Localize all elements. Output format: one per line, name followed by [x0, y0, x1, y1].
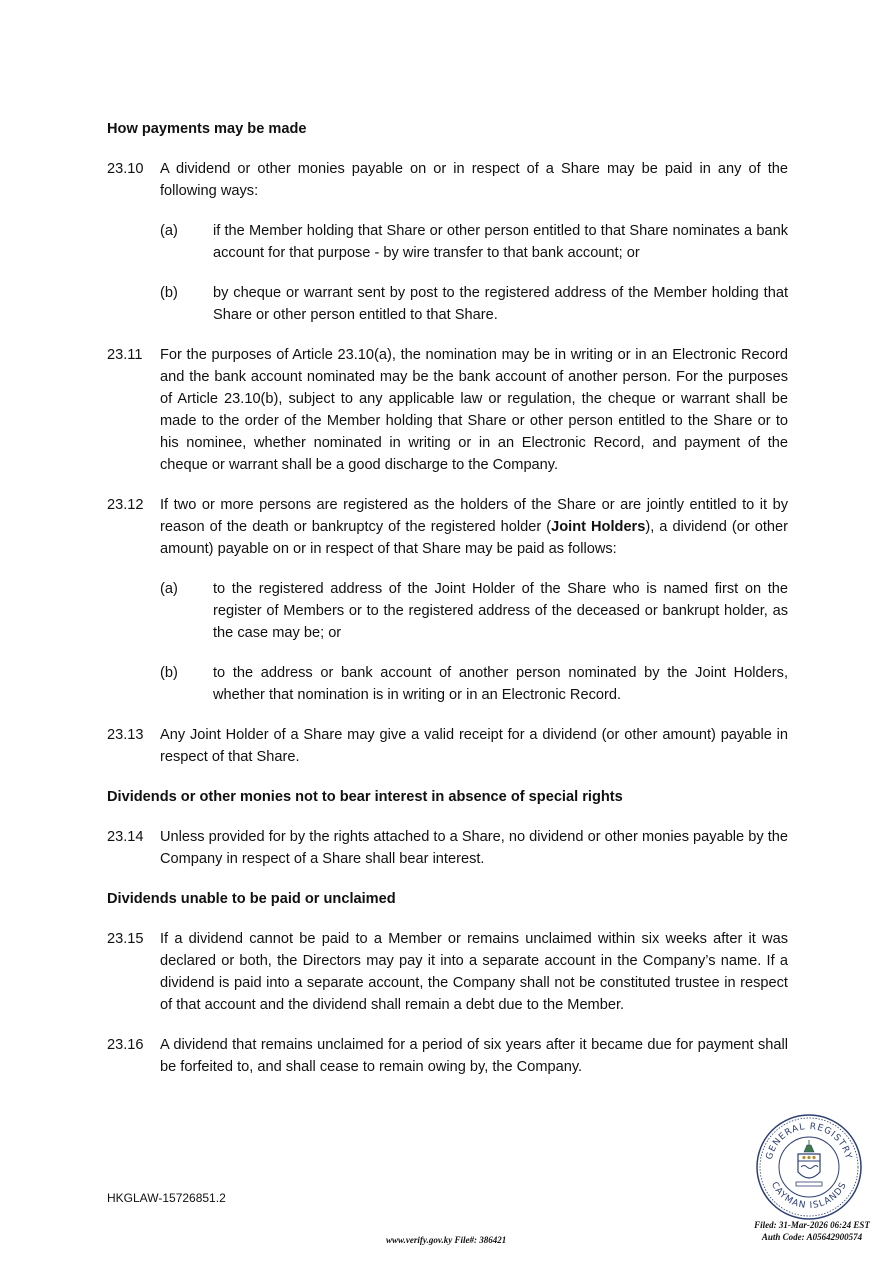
clause-23-12 — [107, 494, 788, 560]
clause-number: 23.15 — [107, 931, 144, 947]
clause-text: Any Joint Holder of a Share may give a valid receipt for a dividend (or other amount) payable in respect of that Share. — [160, 727, 788, 765]
auth-code: Auth Code: A05642900574 — [761, 1232, 863, 1242]
subclause-label: (b) — [160, 285, 178, 301]
clause-23-14 — [107, 826, 788, 870]
clause-text: A dividend or other monies payable on or in respect of a Share may be paid in any of the following ways: — [160, 161, 788, 199]
document-body — [107, 118, 788, 1096]
clause-23-12-b — [107, 662, 788, 706]
subclause-label: (b) — [160, 665, 178, 681]
verify-url: www.verify.gov.ky File#: 386421 — [386, 1235, 507, 1245]
filed-date: Filed: 31-Mar-2026 06:24 EST — [754, 1220, 870, 1230]
seal-top-text: GENERAL REGISTRY — [764, 1121, 854, 1161]
clause-number: 23.16 — [107, 1037, 144, 1053]
clause-number: 23.10 — [107, 161, 144, 177]
subclause-text: if the Member holding that Share or other person entitled to that Share nominates a bank account for that purpose - by wire transfer to that bank account; or — [213, 223, 788, 261]
defined-term: Joint Holders — [551, 519, 646, 535]
clause-text-after: ), a dividend (or other amount) payable on or in respect of that Share may be paid as follows: — [160, 519, 789, 557]
subclause-label: (a) — [160, 223, 178, 239]
subclause-text: to the registered address of the Joint Holder of the Share who is named first on the register of Members or to the registered address of the deceased or bankrupt holder, as the case may be; or — [213, 581, 788, 641]
clause-text: A dividend that remains unclaimed for a period of six years after it became due for payment shall be forfeited to, and shall cease to remain owing by, the Company. — [160, 1037, 788, 1075]
seal-bottom-text: CAYMAN ISLANDS — [768, 1180, 850, 1212]
heading-how-payments: How payments may be made — [107, 121, 307, 137]
clause-text: Unless provided for by the rights attached to a Share, no dividend or other monies payable by the Company in respect of a Share shall bear interest. — [160, 829, 788, 867]
subclause-label: (a) — [160, 581, 178, 597]
clause-text: If a dividend cannot be paid to a Member or remains unclaimed within six weeks after it was declared or both, the Directors may pay it into a separate account in the Company’s name. If a dividend is paid into a separate account, the Company shall not be constituted trustee in respect of that account and the dividend shall remain a debt due to the Member. — [160, 931, 788, 1013]
cayman-coat-of-arms-icon — [796, 1140, 822, 1186]
clause-number: 23.12 — [107, 497, 144, 513]
clause-23-16 — [107, 1034, 788, 1078]
clause-23-15 — [107, 928, 788, 1016]
clause-number: 23.14 — [107, 829, 144, 845]
document-reference: HKGLAW-15726851.2 — [107, 1191, 226, 1205]
heading-interest: Dividends or other monies not to bear interest in absence of special rights — [107, 789, 623, 805]
clause-23-11 — [107, 344, 788, 476]
clause-23-12-a — [107, 578, 788, 644]
clause-23-10 — [107, 158, 788, 202]
clause-text-before: If two or more persons are registered as the holders of the Share or are jointly entitled to it by reason of the death or bankruptcy of the registered holder ( — [160, 497, 788, 535]
clause-text: For the purposes of Article 23.10(a), the nomination may be in writing or in an Electronic Record and the bank account nominated may be the bank account of another person. For the purposes of Article 23.10(b), subject to any applicable law or regulation, the cheque or warrant shall be made to the order of the Member holding that Share or other person entitled to the Share or to his nominee, whether nominated in writing or in an Electronic Record, and payment of the cheque or warrant shall be a good discharge to the Company. — [160, 347, 788, 473]
clause-number: 23.13 — [107, 727, 144, 743]
filing-stamp — [742, 1219, 882, 1243]
registry-seal — [754, 1112, 864, 1222]
clause-23-10-a — [107, 220, 788, 264]
clause-number: 23.11 — [107, 347, 143, 363]
heading-unclaimed: Dividends unable to be paid or unclaimed — [107, 891, 396, 907]
subclause-text: to the address or bank account of another person nominated by the Joint Holders, whether that nomination is in writing or in an Electronic Record. — [213, 665, 788, 703]
subclause-text: by cheque or warrant sent by post to the registered address of the Member holding that Share or other person entitled to that Share. — [213, 285, 788, 323]
clause-23-10-b — [107, 282, 788, 326]
clause-23-13 — [107, 724, 788, 768]
